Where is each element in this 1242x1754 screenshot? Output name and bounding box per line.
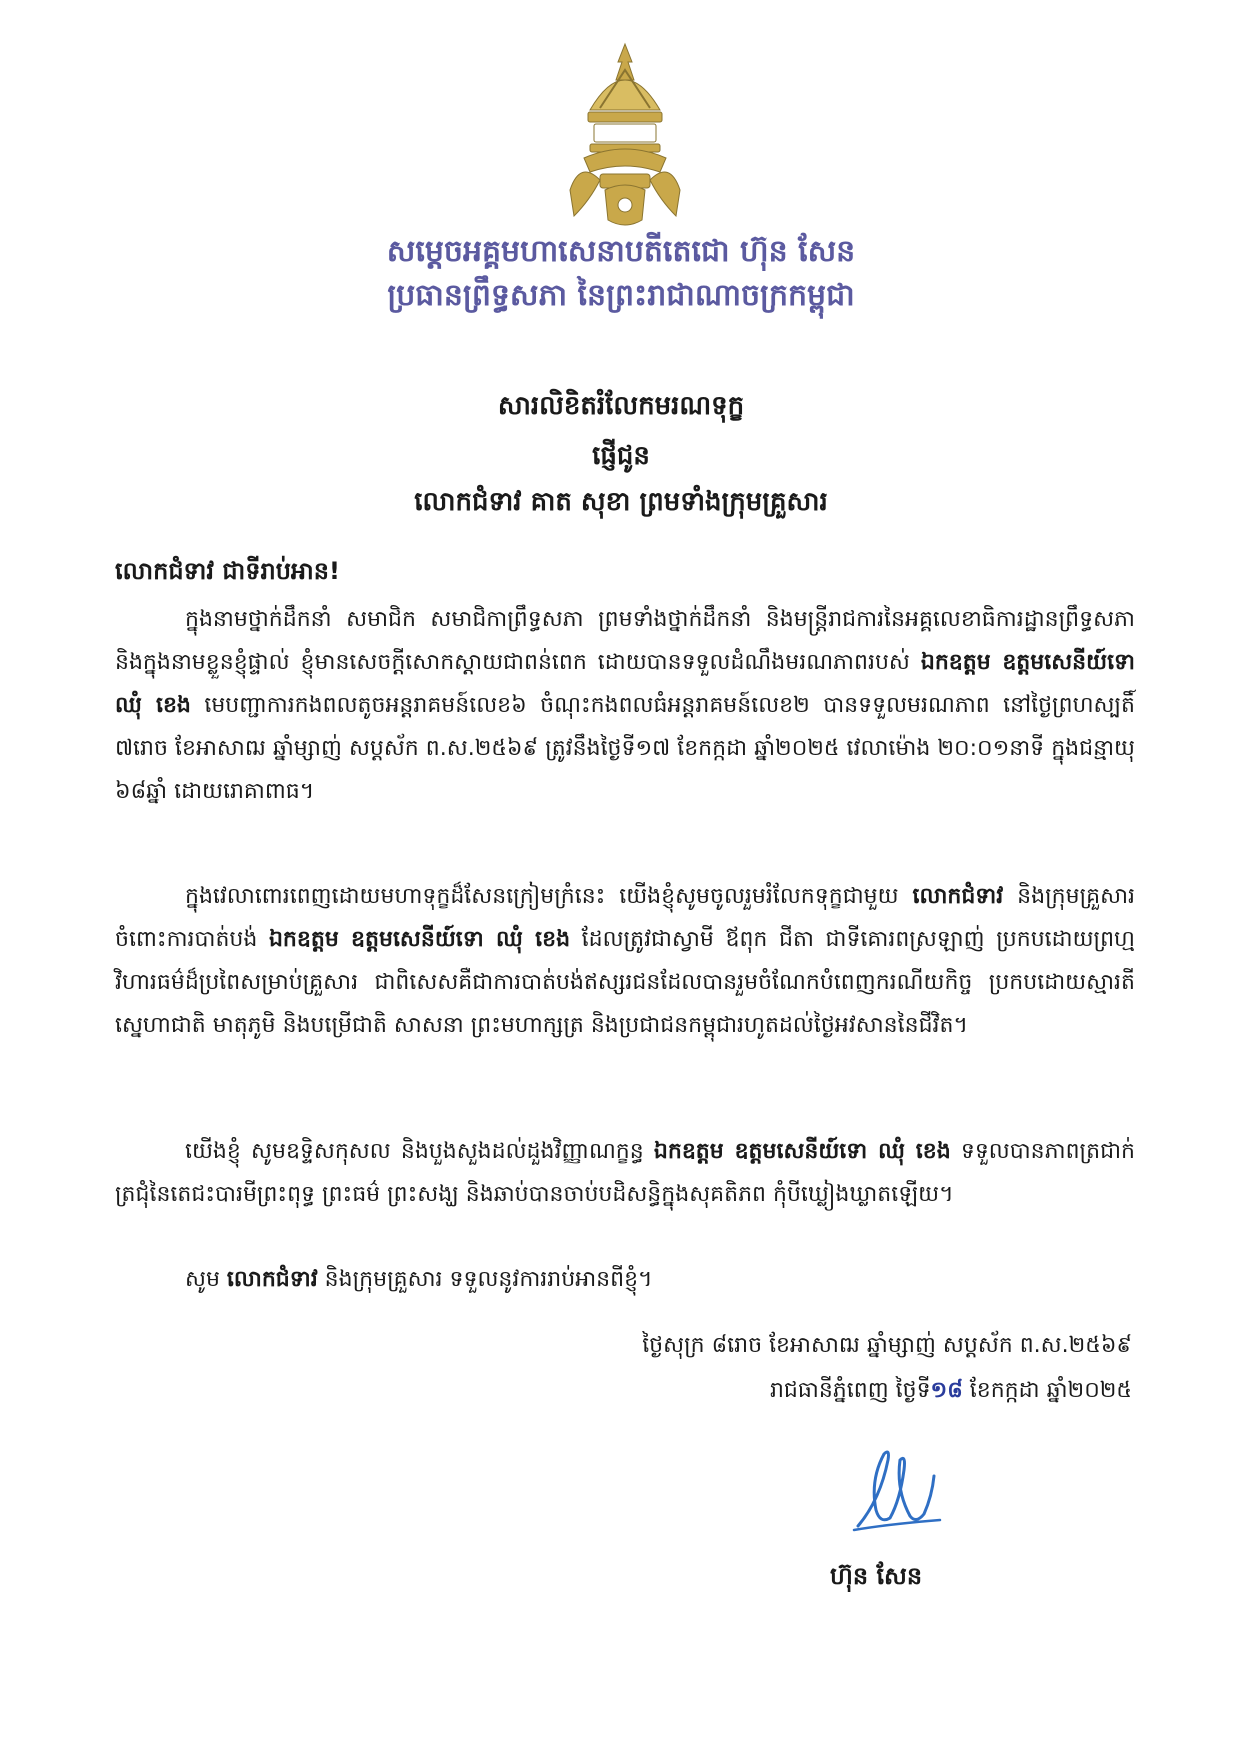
lunar-date: ថ្ងៃសុក្រ ៨រោច ខែអាសាឍ ឆ្នាំម្សាញ់ សប្តស័ក ព.ស.២៥៦៩ <box>642 1333 1132 1358</box>
recipient-title: លោកជំទាវ <box>912 884 1004 909</box>
signature-icon <box>840 1440 960 1540</box>
salutation: លោកជំទាវ ជាទីរាប់អាន! <box>115 557 340 585</box>
paragraph-1-text: មេបញ្ជាការកងពលតូចអន្តរាគមន៍លេខ៦ ចំណុះកងពលធំអន្តរាគមន៍លេខ២ បានទទួលមរណភាព នៅថ្ងៃព្រហស្បតិ៍ ៧រោច ខែអាសាឍ ឆ្នាំម្សាញ់ សប្តស័ក ព.ស.២៥៦៩ ត្រូវនឹងថ្ងៃទី១៧ ខែកក្កដា ឆ្នាំ២០២៥ វេលាម៉ោង ២០:០១នាទី ក្នុងជន្មាយុ ៦៨ឆ្នាំ ដោយរោគាពាធ។ <box>115 693 1135 804</box>
paragraph-1 <box>115 598 1135 813</box>
senate-emblem-icon <box>560 40 690 240</box>
paragraph-2-text: ក្នុងវេលាពោរពេញដោយមហាទុក្ខដ៏សែនក្រៀមក្រំនេះ យើងខ្ញុំសូមចូលរួមរំលែកទុក្ខជាមួយ <box>185 884 913 909</box>
deceased-name: ឯកឧត្តម ឧត្តមសេនីយ៍ទោ ឈុំ ខេង <box>268 927 571 952</box>
paragraph-3-text: ទទួលបានភាពត្រជាក់ត្រជុំនៃតេជះបារមីព្រះពុទ្ធ ព្រះធម៌ ព្រះសង្ឃ និងឆាប់បានចាប់បដិសន្ធិក្នុងសុគតិភព កុំបីឃ្លៀងឃ្លាតឡើយ។ <box>115 1139 1135 1207</box>
deceased-name: ឯកឧត្តម ឧត្តមសេនីយ៍ទោ ឈុំ ខេង <box>653 1139 951 1164</box>
signer-name: ហ៊ុន សែន <box>830 1562 923 1590</box>
paragraph-4-text: និងក្រុមគ្រួសារ ទទួលនូវការរាប់អានពីខ្ញុំ។ <box>317 1267 653 1292</box>
paragraph-3 <box>115 1130 1135 1216</box>
issuer-name: សម្តេចអគ្គមហាសេនាបតីតេជោ ហ៊ុន សែន <box>386 234 856 269</box>
recipient-title: លោកជំទាវ <box>226 1267 318 1292</box>
place-date-suffix: ខែកក្កដា ឆ្នាំ២០២៥ <box>962 1378 1132 1403</box>
paragraph-2-text: ដែលត្រូវជាស្វាមី ឪពុក ជីតា ជាទីគោរពស្រឡាញ់ ប្រកបដោយព្រហ្មវិហារធម៌ដ៏ប្រពៃសម្រាប់គ្រួសារ ជាពិសេសគឺជាការបាត់បង់ឥស្សរជនដែលបានរួមចំណែកបំពេញករណីយកិច្ច ប្រកបដោយស្មារតីស្នេហាជាតិ មាតុភូមិ និងបម្រើជាតិ សាសនា ព្រះមហាក្សត្រ និងប្រជាជនកម្ពុជារហូតដល់ថ្ងៃអវសាននៃជីវិត។ <box>115 927 1136 1038</box>
paragraph-4-text: សូម <box>185 1267 227 1292</box>
paragraph-3-text: យើងខ្ញុំ សូមឧទ្ទិសកុសល និងបួងសួងដល់ដួងវិញ្ញាណក្ខន្ធ <box>185 1139 654 1164</box>
deceased-name: ឯកឧត្តម ឧត្តមសេនីយ៍ទោ ឈុំ ខេង <box>115 650 1135 718</box>
letter-recipient: លោកជំទាវ គាត សុខា ព្រមទាំងក្រុមគ្រួសារ <box>414 487 828 517</box>
letter-title: សារលិខិតរំលែកមរណទុក្ខ <box>497 391 745 421</box>
place-date-prefix: រាជធានីភ្នំពេញ ថ្ងៃទី <box>769 1378 931 1403</box>
letter-sent-to: ផ្ញើជូន <box>592 441 650 471</box>
issuer-title: ប្រធានព្រឹទ្ធសភា នៃព្រះរាជាណាចក្រកម្ពុជា <box>387 278 855 313</box>
paragraph-2 <box>115 875 1135 1047</box>
paragraph-4 <box>115 1258 1135 1301</box>
paragraph-1-text: ក្នុងនាមថ្នាក់ដឹកនាំ សមាជិក សមាជិកាព្រឹទ្ធសភា ព្រមទាំងថ្នាក់ដឹកនាំ និងមន្ត្រីរាជការនៃអគ្គលេខាធិការដ្ឋានព្រឹទ្ធសភា និងក្នុងនាមខ្លួនខ្ញុំផ្ទាល់ ខ្ញុំមានសេចក្តីសោកស្តាយជាពន់ពេក ដោយបានទទួលដំណឹងមរណភាពរបស់ <box>115 607 1135 675</box>
place-date <box>512 1370 1132 1412</box>
paragraph-2-text: និងក្រុមគ្រួសារ ចំពោះការបាត់បង់ <box>115 884 1136 952</box>
handwritten-day: ១៨ <box>930 1378 963 1403</box>
